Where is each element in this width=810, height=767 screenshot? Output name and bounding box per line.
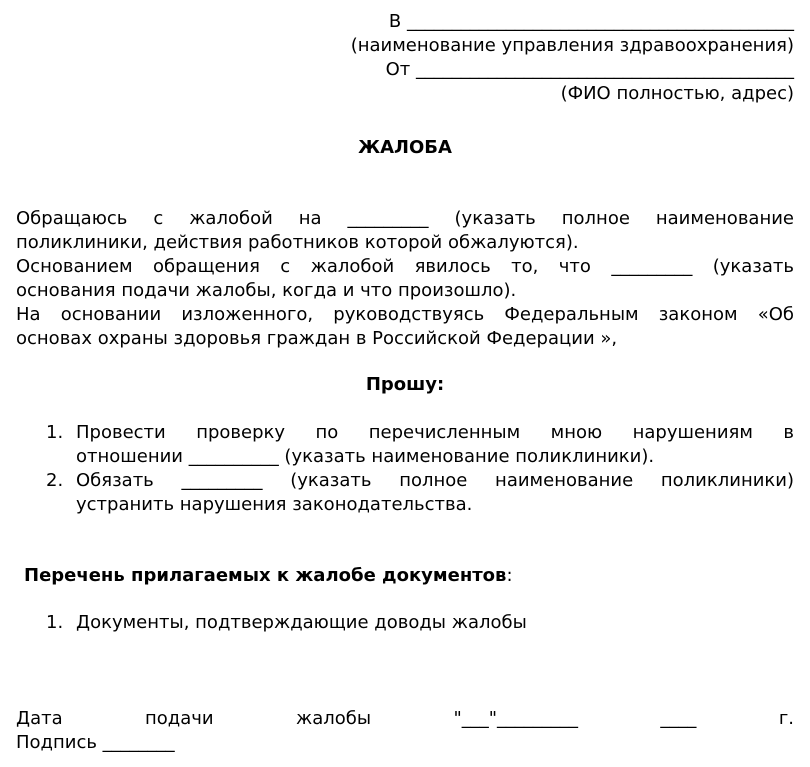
list-item-text: устранить нарушения законодательства. — [76, 494, 473, 515]
attachments-heading-row — [24, 564, 513, 588]
sender-line: От __________________________________________ — [385, 59, 794, 80]
submission-date-line: Дата подачи жалобы "___"_________ ____ г. — [16, 708, 794, 729]
list-item-text: Провести проверку по перечисленным мною нарушениям в — [76, 422, 794, 443]
body-line-1: Обращаюсь с жалобой на _________ (указать полное наименование — [16, 208, 794, 229]
sender-caption: (ФИО полностью, адрес) — [560, 83, 794, 104]
attachments-heading-colon: : — [506, 565, 513, 586]
list-item-number: 1. — [46, 612, 64, 633]
body-line-5: На основании изложенного, руководствуясь Федеральным законом «Об — [16, 304, 794, 325]
list-item-number: 2. — [46, 470, 64, 491]
request-heading: Прошу: — [365, 374, 445, 395]
list-item-number: 1. — [46, 422, 64, 443]
addressee-caption: (наименование управления здравоохранения) — [350, 35, 794, 56]
list-item-text: отношении __________ (указать наименование поликлиники). — [76, 446, 655, 467]
body-line-2: поликлиники, действия работников которой обжалуются). — [16, 232, 579, 253]
list-item-text: Обязать _________ (указать полное наименование поликлиники) — [76, 470, 794, 491]
body-line-4: основания подачи жалобы, когда и что произошло). — [16, 280, 517, 301]
addressee-line: В ___________________________________________ — [388, 11, 794, 32]
body-line-3: Основанием обращения с жалобой явилось то, что _________ (указать — [16, 256, 794, 277]
document-title: ЖАЛОБА — [358, 137, 452, 158]
attachments-heading: Перечень прилагаемых к жалобе документов — [24, 565, 507, 586]
body-line-6: основах охраны здоровья граждан в Российской Федерации », — [16, 328, 618, 349]
list-item-text: Документы, подтверждающие доводы жалобы — [76, 612, 527, 633]
signature-line: Подпись ________ — [16, 732, 175, 753]
